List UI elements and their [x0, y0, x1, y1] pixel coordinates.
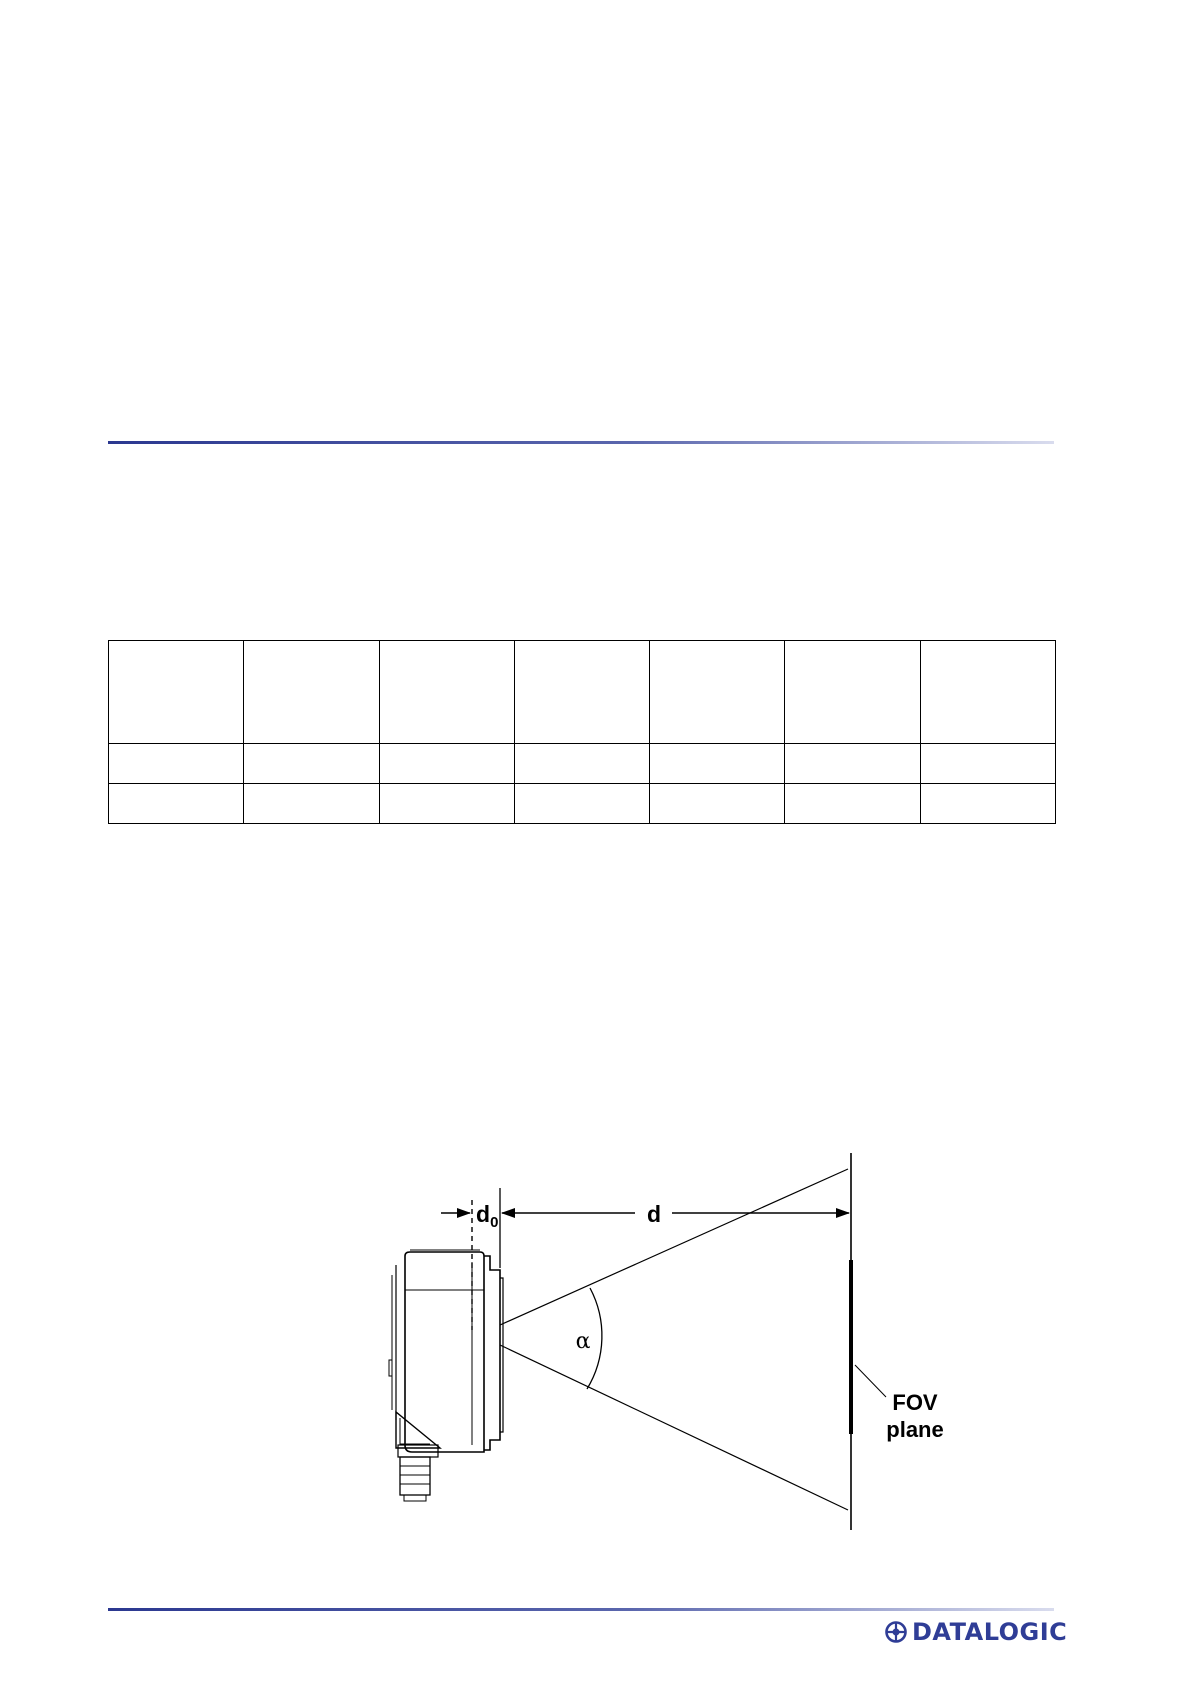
datalogic-logo-icon	[885, 1621, 907, 1643]
fov-lower-boundary	[500, 1345, 848, 1510]
fov-upper-boundary	[500, 1169, 848, 1325]
fov-label-line1: FOV	[892, 1390, 938, 1415]
alpha-label: α	[575, 1329, 591, 1354]
fov-label-line2: plane	[886, 1417, 944, 1442]
d-label: d	[646, 1201, 662, 1227]
fov-plane-leader	[855, 1365, 886, 1397]
reader-device	[389, 1250, 503, 1501]
footer-divider	[108, 1608, 1054, 1611]
datalogic-logo	[885, 1617, 1067, 1647]
d0-label: $d_0$	[476, 1201, 499, 1231]
brand-name: DATALOGIC	[912, 1618, 1068, 1646]
